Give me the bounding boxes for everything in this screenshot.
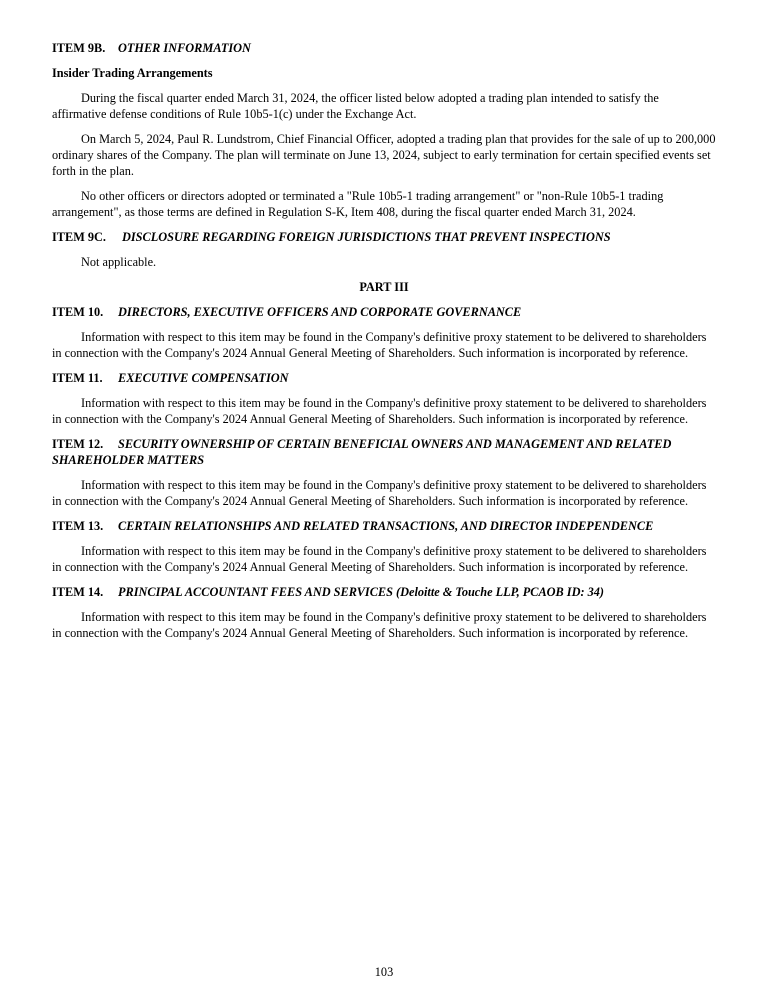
item-9b-paragraph-2: On March 5, 2024, Paul R. Lundstrom, Chief Financial Officer, adopted a trading plan that provides for the sale of up to 200,000 ordinary shares of the Company. The plan will terminate on June 13, 2024, subject to early termination for certain specified events set forth in the plan. <box>52 132 716 178</box>
item-12-body: Information with respect to this item may be found in the Company's definitive proxy statement to be delivered to shareholders in connection with the Company's 2024 Annual General Meeting of Shareholders. Such information is incorporated by reference. <box>52 478 707 508</box>
item-14-body: Information with respect to this item may be found in the Company's definitive proxy statement to be delivered to shareholders in connection with the Company's 2024 Annual General Meeting of Shareholders. Such information is incorporated by reference. <box>52 610 707 640</box>
item-12-title-continued: SHAREHOLDER MATTERS <box>52 453 205 467</box>
item-9b-paragraph-1: During the fiscal quarter ended March 31, 2024, the officer listed below adopted a trading plan intended to satisfy the affirmative defense conditions of Rule 10b5-1(c) under the Exchange Act. <box>52 91 659 121</box>
item-9c-heading <box>52 229 716 245</box>
item-12-title: SECURITY OWNERSHIP OF CERTAIN BENEFICIAL OWNERS AND MANAGEMENT AND RELATED <box>118 437 672 451</box>
page-number: 103 <box>374 965 394 979</box>
item-10-heading <box>52 304 716 320</box>
item-11-body: Information with respect to this item may be found in the Company's definitive proxy statement to be delivered to shareholders in connection with the Company's 2024 Annual General Meeting of Shareholders. Such information is incorporated by reference. <box>52 396 707 426</box>
item-11-title: EXECUTIVE COMPENSATION <box>118 371 289 385</box>
item-9b-number: ITEM 9B. <box>52 41 106 55</box>
part-iii-title: PART III <box>359 280 409 294</box>
item-10-number: ITEM 10. <box>52 305 104 319</box>
item-13-title: CERTAIN RELATIONSHIPS AND RELATED TRANSACTIONS, AND DIRECTOR INDEPENDENCE <box>118 519 654 533</box>
item-13-body: Information with respect to this item may be found in the Company's definitive proxy statement to be delivered to shareholders in connection with the Company's 2024 Annual General Meeting of Shareholders. Such information is incorporated by reference. <box>52 544 707 574</box>
item-12-heading <box>52 436 716 468</box>
item-14-heading <box>52 584 716 600</box>
item-9c-number: ITEM 9C. <box>52 230 106 244</box>
item-9c-body: Not applicable. <box>81 255 157 269</box>
insider-trading-subheading: Insider Trading Arrangements <box>52 66 213 80</box>
document-page <box>52 40 716 650</box>
item-11-heading <box>52 370 716 386</box>
item-9b-paragraph-3: No other officers or directors adopted or terminated a "Rule 10b5-1 trading arrangement" or "non-Rule 10b5-1 trading arrangement", as those terms are defined in Regulation S-K, Item 408, during the fiscal quarter ended March 31, 2024. <box>52 189 664 219</box>
item-10-title: DIRECTORS, EXECUTIVE OFFICERS AND CORPORATE GOVERNANCE <box>118 305 522 319</box>
item-10-body: Information with respect to this item may be found in the Company's definitive proxy statement to be delivered to shareholders in connection with the Company's 2024 Annual General Meeting of Shareholders. Such information is incorporated by reference. <box>52 330 707 360</box>
item-9c-title: DISCLOSURE REGARDING FOREIGN JURISDICTIONS THAT PREVENT INSPECTIONS <box>122 230 611 244</box>
item-11-number: ITEM 11. <box>52 371 103 385</box>
item-9b-title: OTHER INFORMATION <box>118 41 251 55</box>
item-9b-heading <box>52 40 716 56</box>
item-12-number: ITEM 12. <box>52 437 104 451</box>
item-14-number: ITEM 14. <box>52 585 104 599</box>
item-13-heading <box>52 518 716 534</box>
item-14-title: PRINCIPAL ACCOUNTANT FEES AND SERVICES (Deloitte & Touche LLP, PCAOB ID: 34) <box>118 585 605 599</box>
item-13-number: ITEM 13. <box>52 519 104 533</box>
